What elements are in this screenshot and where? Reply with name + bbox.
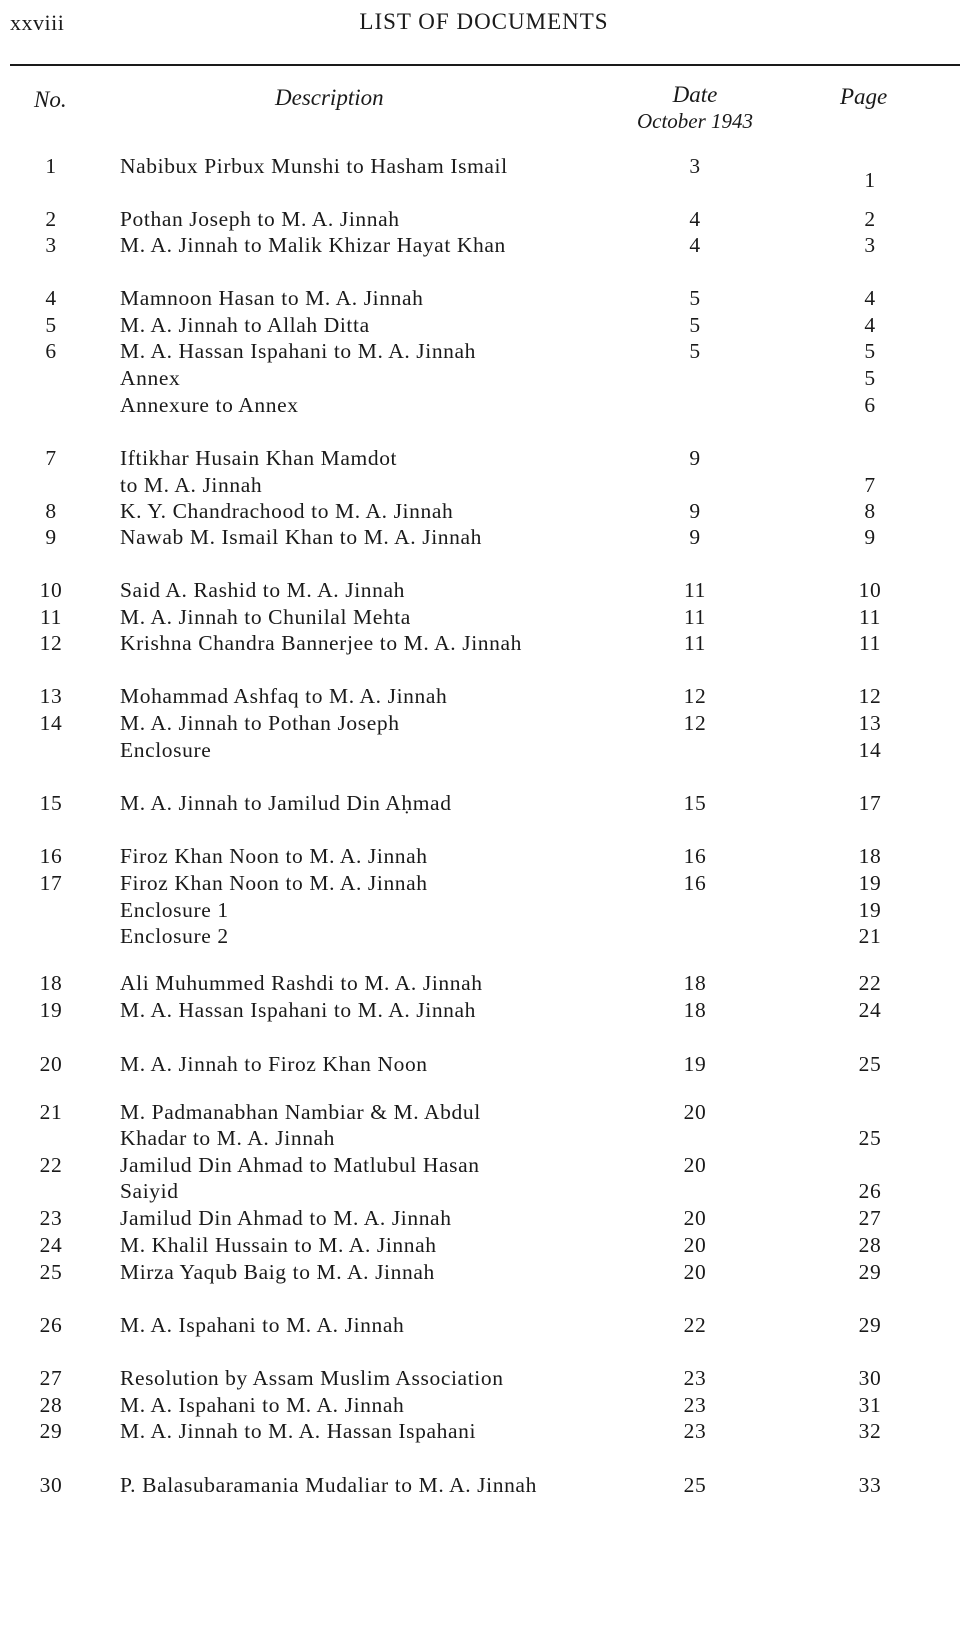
- document-page-number: 8: [864, 499, 876, 523]
- list-item: [0, 1124, 968, 1152]
- document-page-number: 9: [864, 525, 876, 549]
- document-date: 12: [683, 684, 707, 708]
- document-description: Nabibux Pirbux Munshi to Hasham Ismail: [120, 154, 508, 178]
- document-description: M. A. Ispahani to M. A. Jinnah: [120, 1313, 405, 1337]
- list-item: [0, 284, 968, 312]
- document-page-number: 5: [864, 366, 876, 390]
- list-item: [0, 1258, 968, 1286]
- document-date: 5: [689, 339, 701, 363]
- list-item: [0, 1177, 968, 1205]
- document-page-number: 2: [864, 207, 876, 231]
- document-date: 3: [689, 154, 701, 178]
- document-description: Enclosure 1: [120, 898, 229, 922]
- list-item: [0, 1364, 968, 1392]
- document-description: Resolution by Assam Muslim Association: [120, 1366, 504, 1390]
- list-item: [0, 337, 968, 365]
- document-description: Annex: [120, 366, 181, 390]
- list-item: [0, 1204, 968, 1232]
- document-page-number: 18: [858, 844, 882, 868]
- document-date: 16: [683, 871, 707, 895]
- document-page-number: 29: [858, 1313, 882, 1337]
- list-item: [0, 736, 968, 764]
- document-description: M. A. Jinnah to Pothan Joseph: [120, 711, 400, 735]
- document-description: Mamnoon Hasan to M. A. Jinnah: [120, 286, 424, 310]
- document-description: Khadar to M. A. Jinnah: [120, 1126, 336, 1150]
- list-item: [0, 682, 968, 710]
- document-page-number: 12: [858, 684, 882, 708]
- document-page-number: 33: [858, 1473, 882, 1497]
- document-date: 12: [683, 711, 707, 735]
- list-item: [0, 922, 968, 950]
- document-description: Mohammad Ashfaq to M. A. Jinnah: [120, 684, 448, 708]
- document-description: Saiyid: [120, 1179, 179, 1203]
- document-description: M. Khalil Hussain to M. A. Jinnah: [120, 1233, 437, 1257]
- document-description: M. A. Jinnah to Malik Khizar Hayat Khan: [120, 233, 506, 257]
- document-page-number: 19: [858, 898, 882, 922]
- document-date: 11: [684, 605, 706, 629]
- document-number: 25: [39, 1260, 63, 1284]
- document-number: 21: [39, 1100, 63, 1124]
- document-page-number: 27: [858, 1206, 882, 1230]
- document-page-number: 26: [858, 1179, 882, 1203]
- document-number: 11: [40, 605, 62, 629]
- document-date: 23: [683, 1366, 707, 1390]
- document-date: 23: [683, 1419, 707, 1443]
- document-page-number: 3: [864, 233, 876, 257]
- list-item: [0, 1151, 968, 1179]
- column-header-no: No.: [34, 87, 67, 112]
- list-item: [0, 969, 968, 997]
- document-date: 20: [683, 1233, 707, 1257]
- list-item: [0, 996, 968, 1024]
- document-description: Firoz Khan Noon to M. A. Jinnah: [120, 871, 428, 895]
- page-header: [0, 0, 968, 60]
- document-date: 9: [689, 525, 701, 549]
- column-header-date: [630, 82, 760, 134]
- document-number: 19: [39, 998, 63, 1022]
- document-page-number: 5: [864, 339, 876, 363]
- document-date: 23: [683, 1393, 707, 1417]
- document-number: 23: [39, 1206, 63, 1230]
- document-description: M. A. Hassan Ispahani to M. A. Jinnah: [120, 998, 477, 1022]
- document-date: 9: [689, 446, 701, 470]
- document-date: 4: [689, 233, 701, 257]
- document-date: 11: [684, 631, 706, 655]
- list-item: [0, 205, 968, 233]
- list-item: [0, 364, 968, 392]
- document-description: Ali Muhummed Rashdi to M. A. Jinnah: [120, 971, 483, 995]
- list-item: [0, 311, 968, 339]
- column-header-description: Description: [275, 85, 384, 110]
- page-number: xxviii: [10, 10, 65, 35]
- document-date: 20: [683, 1206, 707, 1230]
- list-item: [0, 391, 968, 419]
- document-date: 15: [683, 791, 707, 815]
- document-number: 2: [45, 207, 57, 231]
- document-page-number: 19: [858, 871, 882, 895]
- document-number: 14: [39, 711, 63, 735]
- document-description: M. A. Jinnah to Firoz Khan Noon: [120, 1052, 428, 1076]
- document-page-number: 7: [864, 473, 876, 497]
- column-header-date-month: October 1943: [636, 109, 754, 133]
- list-item: [0, 166, 968, 194]
- list-item: [0, 869, 968, 897]
- document-number: 18: [39, 971, 63, 995]
- document-number: 10: [39, 578, 63, 602]
- list-item: [0, 1391, 968, 1419]
- document-page-number: 32: [858, 1419, 882, 1443]
- document-page-number: 25: [858, 1052, 882, 1076]
- document-number: 17: [39, 871, 63, 895]
- document-number: 15: [39, 791, 63, 815]
- list-item: [0, 1471, 968, 1499]
- document-description: Krishna Chandra Bannerjee to M. A. Jinnah: [120, 631, 522, 655]
- list-item: [0, 576, 968, 604]
- document-description: M. A. Jinnah to Chunilal Mehta: [120, 605, 411, 629]
- document-number: 24: [39, 1233, 63, 1257]
- document-page-number: 4: [864, 313, 876, 337]
- document-date: 20: [683, 1153, 707, 1177]
- document-page-number: 21: [858, 924, 882, 948]
- document-description: Jamilud Din Ahmad to Matlubul Hasan: [120, 1153, 480, 1177]
- document-number: 27: [39, 1366, 63, 1390]
- document-description: Nawab M. Ismail Khan to M. A. Jinnah: [120, 525, 482, 549]
- document-number: 30: [39, 1473, 63, 1497]
- document-date: 18: [683, 998, 707, 1022]
- list-item: [0, 497, 968, 525]
- document-page-number: 25: [858, 1126, 882, 1150]
- document-page-number: 29: [858, 1260, 882, 1284]
- document-page-number: 1: [864, 168, 876, 192]
- document-page-number: 11: [859, 631, 881, 655]
- document-number: 3: [45, 233, 57, 257]
- document-page-number: 14: [858, 738, 882, 762]
- list-item: [0, 842, 968, 870]
- document-number: 16: [39, 844, 63, 868]
- list-item: [0, 471, 968, 499]
- document-number: 22: [39, 1153, 63, 1177]
- document-page-number: 30: [858, 1366, 882, 1390]
- document-page-number: 17: [858, 791, 882, 815]
- header-rule: [10, 64, 960, 66]
- document-page-number: 6: [864, 393, 876, 417]
- document-description: Said A. Rashid to M. A. Jinnah: [120, 578, 405, 602]
- document-date: 9: [689, 499, 701, 523]
- document-number: 26: [39, 1313, 63, 1337]
- document-description: Firoz Khan Noon to M. A. Jinnah: [120, 844, 428, 868]
- document-page-number: 13: [858, 711, 882, 735]
- document-description: M. A. Jinnah to M. A. Hassan Ispahani: [120, 1419, 477, 1443]
- document-description: Mirza Yaqub Baig to M. A. Jinnah: [120, 1260, 435, 1284]
- document-number: 1: [45, 154, 57, 178]
- document-number: 9: [45, 525, 57, 549]
- document-number: 28: [39, 1393, 63, 1417]
- document-description: K. Y. Chandrachood to M. A. Jinnah: [120, 499, 454, 523]
- list-item: [0, 789, 968, 817]
- document-number: 4: [45, 286, 57, 310]
- document-page-number: 22: [858, 971, 882, 995]
- document-description: M. A. Hassan Ispahani to M. A. Jinnah: [120, 339, 477, 363]
- document-number: 6: [45, 339, 57, 363]
- document-description: Pothan Joseph to M. A. Jinnah: [120, 207, 400, 231]
- document-page-number: 10: [858, 578, 882, 602]
- document-date: 22: [683, 1313, 707, 1337]
- running-title: LIST OF DOCUMENTS: [359, 9, 609, 34]
- document-number: 12: [39, 631, 63, 655]
- document-page-number: 11: [859, 605, 881, 629]
- list-item: [0, 231, 968, 259]
- list-item: [0, 1050, 968, 1078]
- list-item: [0, 709, 968, 737]
- list-item: [0, 523, 968, 551]
- document-description: Enclosure: [120, 738, 212, 762]
- document-date: 20: [683, 1100, 707, 1124]
- document-description: Enclosure 2: [120, 924, 229, 948]
- document-description: M. A. Jinnah to Jamilud Din Aḥmad: [120, 791, 452, 815]
- list-item: [0, 629, 968, 657]
- document-description: Annexure to Annex: [120, 393, 299, 417]
- column-header-date-label: Date: [672, 82, 718, 107]
- column-header-page: Page: [840, 84, 888, 109]
- document-number: 20: [39, 1052, 63, 1076]
- list-item: [0, 1098, 968, 1126]
- document-page-number: 24: [858, 998, 882, 1022]
- document-date: 4: [689, 207, 701, 231]
- document-description: P. Balasubaramania Mudaliar to M. A. Jinnah: [120, 1473, 537, 1497]
- list-item: [0, 603, 968, 631]
- list-item: [0, 444, 968, 472]
- document-description: M. A. Jinnah to Allah Ditta: [120, 313, 370, 337]
- document-date: 20: [683, 1260, 707, 1284]
- document-page-number: 4: [864, 286, 876, 310]
- document-date: 18: [683, 971, 707, 995]
- document-date: 11: [684, 578, 706, 602]
- document-date: 25: [683, 1473, 707, 1497]
- list-item: [0, 1231, 968, 1259]
- document-number: 5: [45, 313, 57, 337]
- document-page-number: 28: [858, 1233, 882, 1257]
- document-date: 19: [683, 1052, 707, 1076]
- document-date: 5: [689, 313, 701, 337]
- document-number: 8: [45, 499, 57, 523]
- document-description: M. Padmanabhan Nambiar & M. Abdul: [120, 1100, 481, 1124]
- document-number: 29: [39, 1419, 63, 1443]
- column-headers: [0, 82, 968, 142]
- document-page-number: 31: [858, 1393, 882, 1417]
- document-number: 13: [39, 684, 63, 708]
- list-item: [0, 896, 968, 924]
- document-description: to M. A. Jinnah: [120, 473, 263, 497]
- document-date: 16: [683, 844, 707, 868]
- document-description: Jamilud Din Ahmad to M. A. Jinnah: [120, 1206, 452, 1230]
- document-number: 7: [45, 446, 57, 470]
- list-item: [0, 1417, 968, 1445]
- list-item: [0, 1311, 968, 1339]
- document-date: 5: [689, 286, 701, 310]
- document-description: Iftikhar Husain Khan Mamdot: [120, 446, 398, 470]
- document-description: M. A. Ispahani to M. A. Jinnah: [120, 1393, 405, 1417]
